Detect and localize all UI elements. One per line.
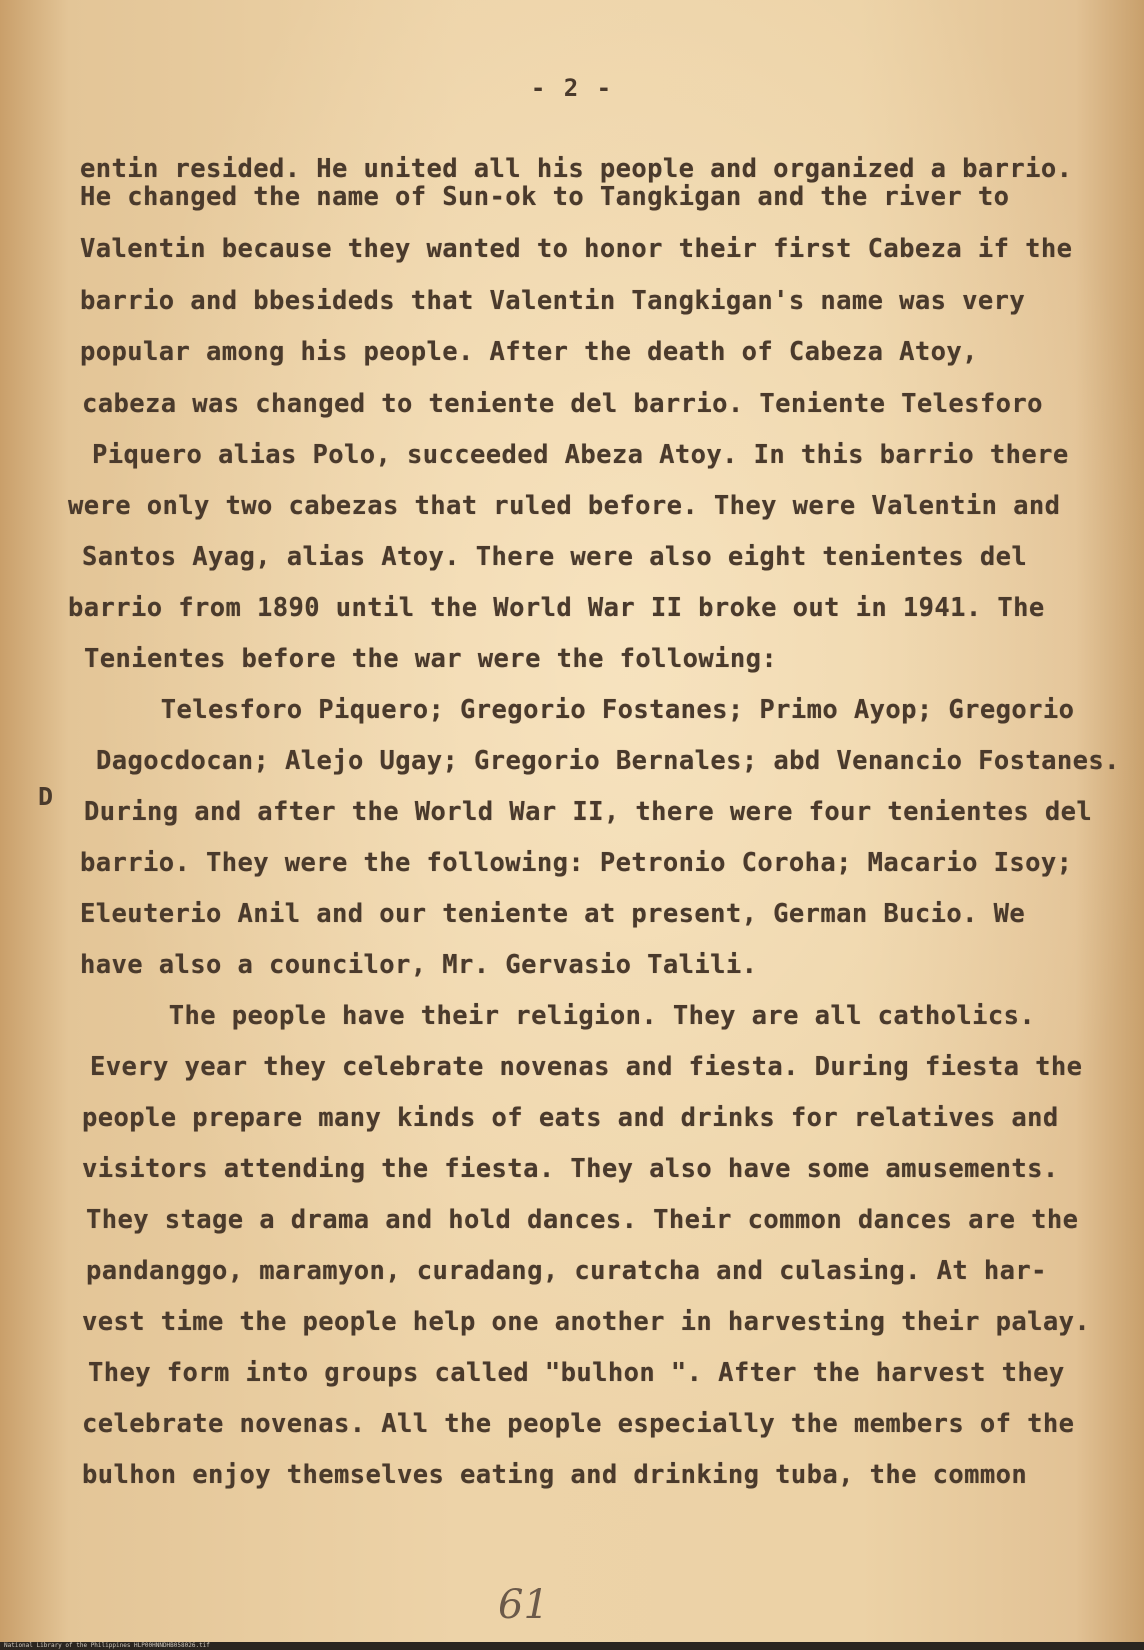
- margin-mark: D: [38, 782, 54, 811]
- page-number: - 2 -: [530, 74, 614, 102]
- text-line: They form into groups called "bulhon ". After the harvest they: [88, 1358, 1065, 1388]
- text-line: Piquero alias Polo, succeeded Abeza Atoy. In this barrio there: [92, 440, 1069, 470]
- text-line: popular among his people. After the death of Cabeza Atoy,: [80, 337, 978, 367]
- text-line: Eleuterio Anil and our teniente at present, German Bucio. We: [80, 899, 1026, 929]
- scan-footer: National Library of the Philippines HLP00HNNDHB058026.tif: [0, 1642, 1144, 1650]
- text-line: pandanggo, maramyon, curadang, curatcha and culasing. At har-: [86, 1256, 1047, 1286]
- text-line: They stage a drama and hold dances. Their common dances are the: [86, 1205, 1079, 1235]
- text-line: He changed the name of Sun-ok to Tangkigan and the river to: [80, 182, 1010, 212]
- text-line: The people have their religion. They are all catholics.: [90, 1001, 1036, 1031]
- text-line: barrio. They were the following: Petronio Coroha; Macario Isoy;: [80, 848, 1073, 878]
- text-line: visitors attending the fiesta. They also have some amusements.: [82, 1154, 1059, 1184]
- text-line: Telesforo Piquero; Gregorio Fostanes; Primo Ayop; Gregorio: [82, 695, 1075, 725]
- text-line: entin resided. He united all his people and organized a barrio.: [80, 154, 1073, 184]
- text-line: Tenientes before the war were the following:: [84, 644, 778, 674]
- text-line: were only two cabezas that ruled before. They were Valentin and: [68, 491, 1061, 521]
- text-line: have also a councilor, Mr. Gervasio Talili.: [80, 950, 758, 980]
- text-line: barrio from 1890 until the World War II broke out in 1941. The: [68, 593, 1045, 623]
- text-line: vest time the people help one another in harvesting their palay.: [82, 1307, 1091, 1337]
- text-line: people prepare many kinds of eats and drinks for relatives and: [82, 1103, 1059, 1133]
- text-line: bulhon enjoy themselves eating and drinking tuba, the common: [82, 1460, 1028, 1490]
- text-line: During and after the World War II, there were four tenientes del: [84, 797, 1093, 827]
- text-line: cabeza was changed to teniente del barrio. Teniente Telesforo: [82, 389, 1043, 419]
- text-line: barrio and bbesideds that Valentin Tangkigan's name was very: [80, 286, 1026, 316]
- text-line: Every year they celebrate novenas and fiesta. During fiesta the: [90, 1052, 1083, 1082]
- text-line: Santos Ayag, alias Atoy. There were also eight tenientes del: [82, 542, 1028, 572]
- text-line: Dagocdocan; Alejo Ugay; Gregorio Bernales; abd Venancio Fostanes.: [96, 746, 1120, 776]
- text-line: celebrate novenas. All the people especially the members of the: [82, 1409, 1075, 1439]
- text-line: Valentin because they wanted to honor their first Cabeza if the: [80, 234, 1073, 264]
- handwritten-folio-number: 61: [498, 1582, 549, 1628]
